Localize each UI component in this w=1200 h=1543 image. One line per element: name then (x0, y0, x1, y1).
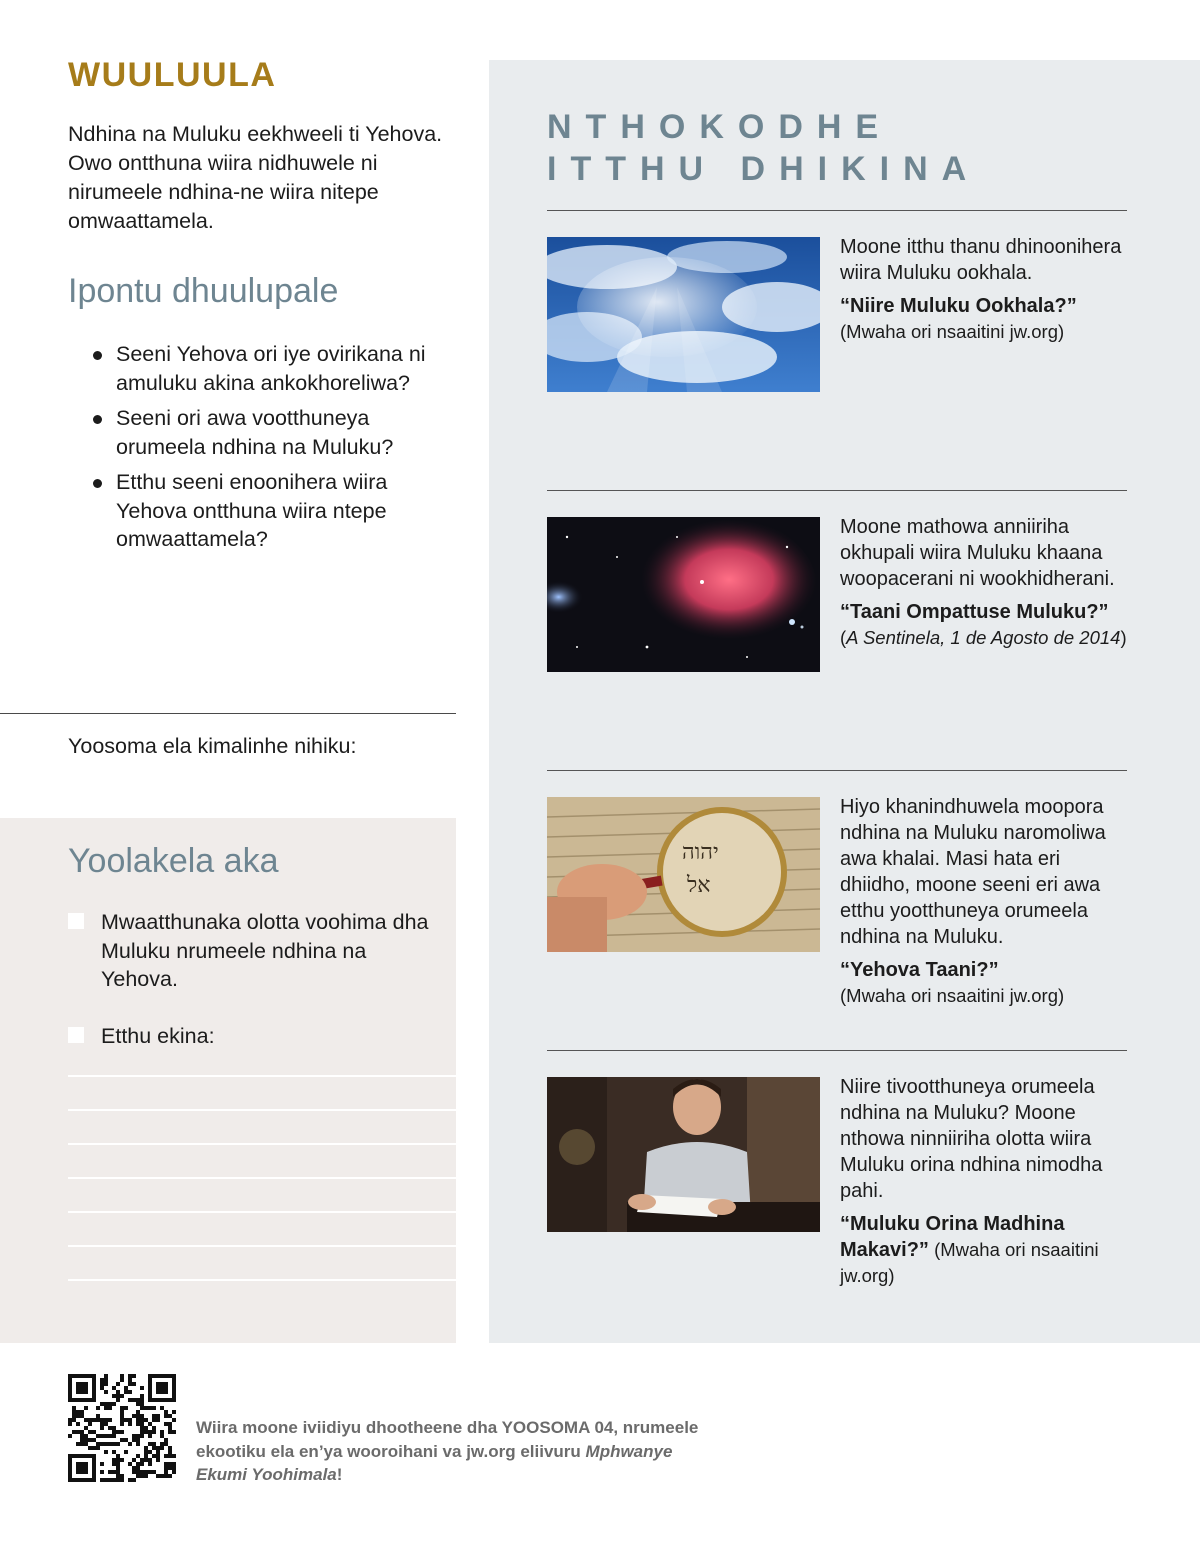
divider (547, 770, 1127, 771)
item-description: Niire tivootthuneya orumeela ndhina na Muluku? Moone nthowa ninniiriha olotta wiira Muluku orina ndhina nimodha pahi. (840, 1076, 1103, 1202)
article-link[interactable]: “Yehova Taani?” (840, 959, 999, 981)
divider (0, 713, 456, 714)
review-title: Ipontu dhuulupale (68, 272, 339, 310)
item-source: (Mwaha ori nsaaitini jw.org) (840, 1239, 1099, 1286)
article-link[interactable]: “Muluku Orina Madhina Makavi?” (840, 1213, 1065, 1261)
write-line[interactable] (68, 1279, 456, 1281)
goal-label: Mwaatthunaka olotta voohima dha Muluku nrumeele ndhina na Yehova. (101, 910, 429, 991)
item-description: Moone itthu thanu dhinoonihera wiira Muluku ookhala. (840, 236, 1122, 284)
write-line[interactable] (68, 1245, 456, 1247)
magnifier-hebrew-image (547, 797, 820, 952)
review-item: Seeni ori awa vootthuneya orumeela ndhina na Muluku? (90, 404, 460, 461)
write-line[interactable] (68, 1075, 456, 1077)
next-reading-label: Yoosoma ela kimalinhe nihiku: (68, 734, 357, 758)
write-line[interactable] (68, 1211, 456, 1213)
explore-item (840, 514, 1130, 651)
explore-title: NTHOKODHE ITTHU DHIKINA (547, 108, 981, 188)
man-reading-image (547, 1077, 820, 1232)
goal-item-other[interactable] (68, 1022, 428, 1052)
summary-title: WUULUULA (68, 56, 277, 94)
goal-label: Etthu ekina: (101, 1024, 215, 1048)
goal-item[interactable] (68, 908, 428, 998)
review-list (90, 340, 460, 561)
footer-note: Wiira moone iviidiyu dhootheene dha YOOSOMA 04, nrumeele ekootiku ela en’ya wooroihani va jw.org eliivuru Mphwanye Ekumi Yoohimala! (196, 1418, 699, 1484)
article-link[interactable]: “Taani Ompattuse Muluku?” (840, 601, 1109, 623)
explore-item (840, 234, 1130, 345)
item-source-line (840, 1211, 1130, 1289)
divider (547, 490, 1127, 491)
divider (547, 210, 1127, 211)
sky-clouds-image (547, 237, 820, 392)
divider (547, 1050, 1127, 1051)
item-source: (Mwaha ori nsaaitini jw.org) (840, 321, 1065, 342)
goals-title: Yoolakela aka (68, 842, 279, 880)
write-line[interactable] (68, 1143, 456, 1145)
bullet-icon (93, 479, 102, 488)
item-source: (Mwaha ori nsaaitini jw.org) (840, 985, 1065, 1006)
summary-text: Ndhina na Muluku eekhweeli ti Yehova. Owo ontthuna wiira nidhuwele ni nirumeele ndhina-ne wiira nitepe omwaattamela. (68, 122, 443, 233)
bullet-icon (93, 415, 102, 424)
item-source: (A Sentinela, 1 de Agosto de 2014) (840, 627, 1127, 648)
qr-code-icon[interactable] (68, 1374, 176, 1482)
item-description: Hiyo khanindhuwela moopora ndhina na Muluku naromoliwa awa khalai. Masi hata eri dhiidho, moone seeni eri awa etthu yootthuneya orumeela ndhina na Muluku. (840, 796, 1106, 948)
write-line[interactable] (68, 1177, 456, 1179)
goals-panel (0, 818, 456, 1343)
explore-item (840, 794, 1130, 1009)
svg-text:יהוה: יהוה (682, 840, 719, 865)
review-item: Etthu seeni enoonihera wiira Yehova ontthuna wiira ntepe omwaattamela? (90, 468, 460, 554)
item-description: Moone mathowa anniiriha okhupali wiira Muluku khaana woopacerani ni wookhidherani. (840, 516, 1115, 590)
svg-text:אל: אל (687, 873, 711, 898)
checkbox[interactable] (68, 913, 84, 929)
article-link[interactable]: “Niire Muluku Ookhala?” (840, 295, 1077, 317)
nebula-image (547, 517, 820, 672)
bullet-icon (93, 351, 102, 360)
explore-item (840, 1074, 1130, 1289)
write-line[interactable] (68, 1109, 456, 1111)
checkbox[interactable] (68, 1027, 84, 1043)
review-item: Seeni Yehova ori iye ovirikana ni amuluku akina ankokhoreliwa? (90, 340, 460, 397)
